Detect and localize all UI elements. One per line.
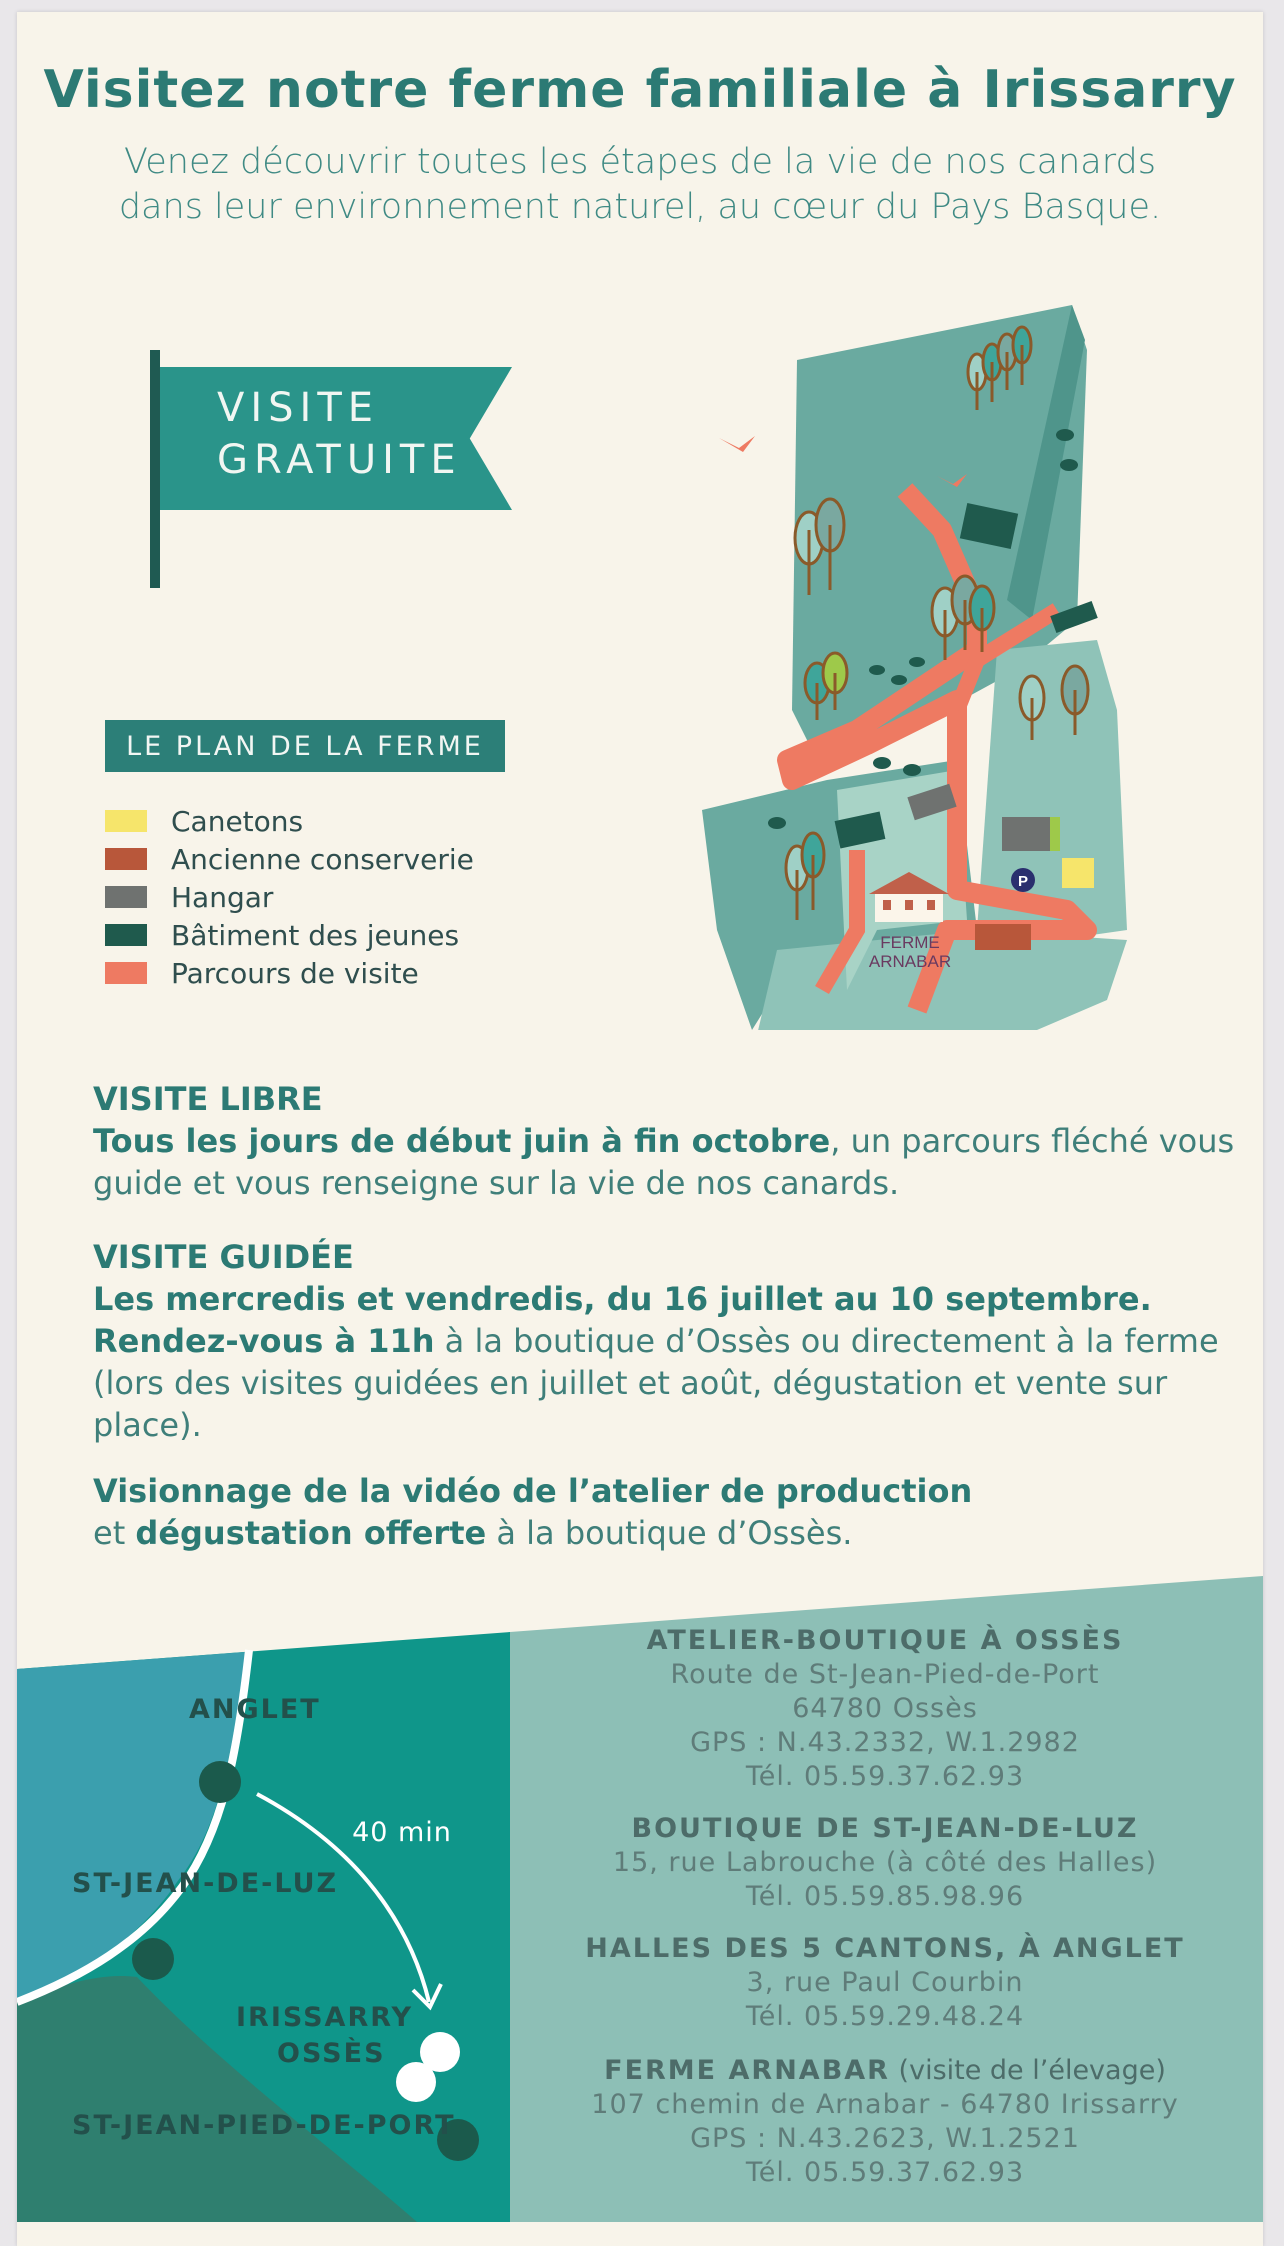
map-building-hangar (1002, 817, 1050, 851)
legend-label: Hangar (171, 880, 274, 914)
legend-label: Canetons (171, 804, 304, 838)
address-name: HALLES DES 5 CANTONS, À ANGLET (585, 1933, 1185, 1964)
address-line: Route de St-Jean-Pied-de-Port (670, 1659, 1100, 1690)
address-phone: Tél. 05.59.29.48.24 (745, 2001, 1025, 2032)
parking-label: P (1017, 873, 1029, 890)
address-phone: Tél. 05.59.37.62.93 (745, 2157, 1025, 2188)
address-ferme (565, 2054, 1205, 2190)
video-title: Visionnage de la vidéo de l’atelier de production (93, 1472, 973, 1510)
flag-pole (150, 350, 160, 588)
visit-guidee-schedule: Les mercredis et vendredis, du 16 juillet au 10 septembre. (93, 1280, 1152, 1318)
subtitle-line: dans leur environnement naturel, au cœur du Pays Basque. (118, 187, 1162, 227)
legend-label: Ancienne conserverie (171, 842, 474, 876)
flag-line: GRATUITE (217, 437, 462, 483)
address-phone: Tél. 05.59.85.98.96 (745, 1881, 1025, 1912)
address-anglet (565, 1932, 1205, 2034)
address-name-text: FERME ARNABAR (604, 2055, 890, 2086)
flag-line: VISITE (217, 385, 380, 431)
visit-libre-schedule: Tous les jours de début juin à fin octobre (93, 1122, 831, 1160)
legend-label: Parcours de visite (171, 956, 419, 990)
legend-swatch (105, 924, 147, 946)
legend-item (105, 916, 474, 954)
route-duration: 40 min (352, 1817, 452, 1848)
address-name: BOUTIQUE DE ST-JEAN-DE-LUZ (631, 1813, 1139, 1844)
address-line: 64780 Ossès (792, 1693, 978, 1724)
city-label-irissarry: IRISSARRY (236, 2002, 414, 2033)
map-label: FERME (880, 933, 940, 952)
address-gps: GPS : N.43.2332, W.1.2982 (690, 1727, 1080, 1758)
address-line: 3, rue Paul Courbin (746, 1967, 1024, 1998)
visit-guidee-title: VISITE GUIDÉE (93, 1238, 354, 1276)
address-note: (visite de l’élevage) (889, 2055, 1166, 2086)
legend-item (105, 878, 474, 916)
video-text: et (93, 1514, 136, 1552)
plan-legend (105, 802, 474, 992)
visit-libre (93, 1078, 1234, 1204)
tasting-offer: dégustation offerte (135, 1514, 487, 1552)
legend-swatch (105, 962, 147, 984)
map-building-ducklings (1062, 858, 1094, 888)
flyer-page (17, 12, 1263, 2246)
bird-icon (719, 436, 755, 452)
visit-guidee-meeting: Rendez-vous à 11h (93, 1322, 435, 1360)
city-dot-osses (396, 2062, 436, 2102)
page-title: Visitez notre ferme familiale à Irissarry (43, 60, 1237, 120)
address-stjeandeluz (565, 1812, 1205, 1914)
city-label-anglet: ANGLET (189, 1694, 321, 1725)
legend-item (105, 802, 474, 840)
video-text: à la boutique d’Ossès. (486, 1514, 853, 1552)
city-label-stjeanpieddeport: ST-JEAN-PIED-DE-PORT (72, 2110, 456, 2141)
address-name (565, 2054, 1205, 2088)
map-building-ducklings (1050, 817, 1060, 851)
legend-swatch (105, 848, 147, 870)
visit-guidee-text: place). (93, 1406, 202, 1444)
address-line: 15, rue Labrouche (à côté des Halles) (612, 1847, 1158, 1878)
visit-guidee-text: à la boutique d’Ossès ou directement à la ferme (434, 1322, 1219, 1360)
city-label-stjeandeluz: ST-JEAN-DE-LUZ (72, 1868, 339, 1899)
address-osses (565, 1624, 1205, 1794)
visit-guidee-text: (lors des visites guidées en juillet et août, dégustation et vente sur (93, 1364, 1168, 1402)
city-label-osses: OSSÈS (277, 2038, 386, 2069)
legend-item (105, 954, 474, 992)
legend-swatch (105, 810, 147, 832)
visit-libre-text: guide et vous renseigne sur la vie de nos canards. (93, 1164, 900, 1202)
visit-guidee (93, 1236, 1219, 1446)
subtitle-line: Venez découvrir toutes les étapes de la vie de nos canards (124, 142, 1156, 182)
city-dot-stjeandeluz (132, 1938, 174, 1980)
legend-swatch (105, 886, 147, 908)
visit-libre-text: , un parcours fléché vous (830, 1122, 1235, 1160)
map-building-conserverie (975, 924, 1031, 950)
page-subtitle (17, 140, 1263, 230)
address-name: ATELIER-BOUTIQUE À OSSÈS (646, 1625, 1124, 1656)
address-phone: Tél. 05.59.37.62.93 (745, 1761, 1025, 1792)
legend-label: Bâtiment des jeunes (171, 918, 460, 952)
free-visit-label (217, 382, 462, 486)
address-gps: GPS : N.43.2623, W.1.2521 (690, 2123, 1080, 2154)
city-dot-anglet (199, 1761, 241, 1803)
address-line: 107 chemin de Arnabar - 64780 Irissarry (591, 2089, 1179, 2120)
visit-libre-title: VISITE LIBRE (93, 1080, 323, 1118)
plan-title: LE PLAN DE LA FERME (105, 720, 505, 772)
legend-item (105, 840, 474, 878)
map-label: ARNABAR (868, 952, 952, 971)
farm-map (677, 290, 1167, 1030)
